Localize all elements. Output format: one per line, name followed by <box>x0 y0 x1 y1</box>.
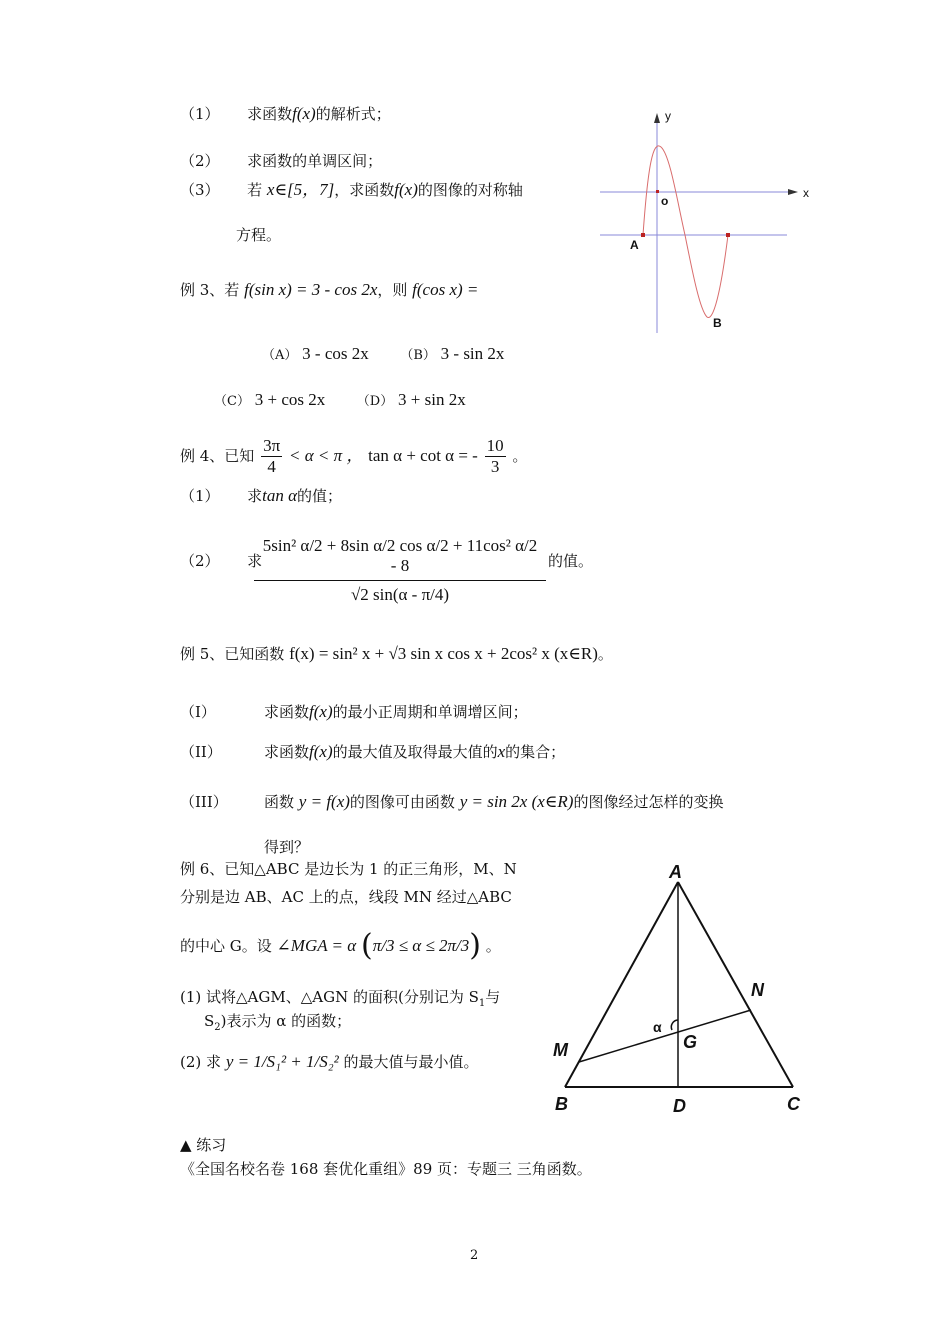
ex6-line1: 例 6、已知△ABC 是边长为 1 的正三角形，M、N <box>180 860 517 878</box>
ex4-p2-denominator: √2 sin(α - π/4) <box>350 585 450 604</box>
ex3-label: 例 3、若 <box>180 281 240 299</box>
ex5-label: 例 5、已知函数 <box>180 645 285 663</box>
q1-function: f(x) <box>292 104 316 123</box>
ex4-p2-number: （2） <box>180 552 220 570</box>
ex3-opt-b-label: （B） <box>400 348 436 363</box>
practice-title: ▲ 练习 <box>180 1136 227 1154</box>
ex5-iii-line2: 得到？ <box>264 838 310 856</box>
label-m: M <box>553 1040 568 1060</box>
ex4-expr: tan α + cot α = - <box>368 445 478 465</box>
ex6-p1-line2 <box>204 1012 351 1034</box>
ex6-p1-c: S <box>204 1012 215 1030</box>
point-right-marker <box>726 233 730 237</box>
ex6-p1-b: 与 <box>485 988 501 1006</box>
ex4-end: 。 <box>512 447 528 466</box>
ex6-paren-right: ) <box>469 928 481 963</box>
ex4-p1-math: tan α <box>262 486 298 505</box>
ex5-iii-number: （III） <box>180 793 228 811</box>
segment-mn <box>579 1010 751 1062</box>
ex5-i-line <box>180 702 528 722</box>
ex3-opt-c-label: （C） <box>214 394 250 409</box>
x-axis-label: x <box>803 186 809 200</box>
ex4-p1-text-a: 求 <box>247 487 263 505</box>
label-a: A <box>669 862 682 882</box>
q2-number: （2） <box>180 152 220 170</box>
ex6-p1-line <box>180 988 500 1010</box>
ex6-p1-sub2: 2 <box>214 1022 221 1033</box>
ex3-opt-b: 3 - sin 2x <box>440 344 505 363</box>
label-g: G <box>683 1032 698 1052</box>
ex6-p2-expr: y = 1/S₁² + 1/S₂² <box>225 1052 339 1071</box>
q3-number: （3） <box>180 181 220 199</box>
q1-text-before: 求函数 <box>247 105 293 123</box>
sine-graph <box>595 105 820 340</box>
ex5-ii-text-b: 的最大值及取得最大值的 <box>332 743 498 761</box>
q3-text-a: 若 <box>247 181 263 199</box>
label-b: B <box>555 1094 568 1114</box>
angle-arc <box>671 1020 678 1030</box>
q1-number: （1） <box>180 105 220 123</box>
ex5-i-text-b: 的最小正周期和单调增区间； <box>332 703 528 721</box>
ex5-iii-text-c: 的图像经过怎样的变换 <box>573 793 724 811</box>
q3-line2: 方程。 <box>236 226 282 244</box>
ex6-range-right: 2π/3 <box>439 935 470 955</box>
ex4-p2-line <box>180 552 262 570</box>
ex3-ask: f(cos x) = <box>412 280 479 299</box>
ex5-iii-line <box>180 792 723 812</box>
ex4-frac1-num: 3π <box>263 436 281 455</box>
ex5-expr: f(x) = sin² x + √3 sin x cos x + 2cos² x (x∈R) <box>289 644 598 663</box>
ex4-frac1-den: 4 <box>267 456 276 476</box>
ex5-ii-function: f(x) <box>309 742 333 761</box>
ex6-p1-a: (1) 试将△AGM、△AGN 的面积(分别记为 S <box>180 988 479 1006</box>
ex6-line2: 分别是边 AB、AC 上的点，线段 MN 经过△ABC <box>180 888 512 906</box>
ex3-line <box>180 280 478 300</box>
ex3-opt-c: 3 + cos 2x <box>254 390 326 409</box>
x-axis-arrow <box>788 189 798 195</box>
ex4-p2-text-b: 的值。 <box>548 552 594 570</box>
q2-line <box>180 152 382 170</box>
ex4-p2-fraction <box>254 536 546 605</box>
ex6-angle: ∠MGA = α <box>276 935 357 955</box>
q3-text-b: ，求函数 <box>334 181 395 199</box>
q3-text-c: 的图像的对称轴 <box>417 181 523 199</box>
ex6-p1-sub1: 1 <box>478 998 486 1009</box>
ex5-iii-text-a: 函数 <box>264 793 295 811</box>
page-number: 2 <box>470 1248 479 1263</box>
q2-text: 求函数的单调区间； <box>247 152 383 170</box>
side-ac <box>678 882 793 1087</box>
ex5-iii-function-g: y = sin 2x (x∈R) <box>459 792 574 811</box>
ex6-range-left: π/3 ≤ α ≤ <box>372 935 440 955</box>
ex3-given: f(sin x) = 3 - cos 2x <box>244 280 378 299</box>
ex4-label: 例 4、已知 <box>180 447 255 466</box>
ex4-frac2 <box>485 436 506 476</box>
ex3-opt-d-label: （D） <box>356 394 394 409</box>
ex5-i-function: f(x) <box>309 702 333 721</box>
ex5-ii-number: （II） <box>180 743 222 761</box>
ex4-line <box>180 436 527 476</box>
ex4-p1-number: （1） <box>180 487 220 505</box>
label-alpha: α <box>653 1019 662 1035</box>
ex6-p2-a: (2) 求 <box>180 1053 222 1071</box>
point-b-label: B <box>713 316 722 330</box>
ex3-opt-a-label: （A） <box>262 348 298 363</box>
q3-line <box>180 180 523 200</box>
point-a-marker <box>641 233 645 237</box>
ex5-iii-function: y = f(x) <box>298 792 350 811</box>
ex4-p2-numerator: 5sin² α/2 + 8sin α/2 cos α/2 + 11cos² α/2 - 8 <box>254 536 546 581</box>
ex5-ii-line <box>180 742 565 762</box>
ex3-opt-a: 3 - cos 2x <box>302 344 369 363</box>
practice-reference: 《全国名校名卷 168 套优化重组》89 页：专题三 三角函数。 <box>180 1160 592 1178</box>
q3-function: f(x) <box>394 180 418 199</box>
ex4-frac2-den: 3 <box>490 456 500 476</box>
ex6-p2-line <box>180 1052 479 1072</box>
label-n: N <box>751 980 764 1000</box>
ex4-frac1 <box>261 436 282 476</box>
sine-curve <box>643 146 728 318</box>
ex6-paren-left: ( <box>360 928 373 963</box>
y-axis-label: y <box>665 109 671 123</box>
origin-label: o <box>661 194 669 208</box>
ex4-p1-text-b: 的值； <box>297 487 343 505</box>
ex5-iii-text-b: 的图像可由函数 <box>349 793 455 811</box>
ex3-options-cd <box>214 390 466 410</box>
ex4-frac2-num: 10 <box>486 436 504 455</box>
point-origin-marker <box>656 190 659 193</box>
q1-text-after: 的解析式； <box>315 105 391 123</box>
ex6-p2-b: 的最大值与最小值。 <box>343 1053 479 1071</box>
ex6-line3 <box>180 928 501 964</box>
ex5-ii-text-a: 求函数 <box>264 743 310 761</box>
ex6-p1-d: )表示为 α 的函数； <box>220 1012 352 1030</box>
ex5-ii-text-c: 的集合； <box>505 743 566 761</box>
label-c: C <box>787 1094 800 1114</box>
ex4-ineq: < α < π ， <box>288 445 364 465</box>
y-axis-arrow <box>654 113 660 123</box>
ex5-end: 。 <box>597 645 613 663</box>
triangle-figure <box>545 862 815 1122</box>
side-ab <box>565 882 678 1087</box>
ex5-ii-x: x <box>497 742 506 761</box>
point-a-label: A <box>630 238 639 252</box>
ex5-i-number: （I） <box>180 703 216 721</box>
ex3-then: ，则 <box>377 281 408 299</box>
ex6-line3-text: 的中心 G。设 <box>180 937 272 955</box>
q1-line <box>180 104 391 124</box>
ex3-opt-d: 3 + sin 2x <box>398 390 466 409</box>
ex5-line <box>180 644 613 664</box>
ex4-p2-text-a: 求 <box>247 552 263 570</box>
ex5-i-text-a: 求函数 <box>264 703 310 721</box>
label-d: D <box>673 1096 686 1116</box>
ex6-line3-end: 。 <box>485 937 501 955</box>
ex3-options-ab <box>262 344 504 364</box>
q3-condition: x∈[5，7] <box>266 180 335 199</box>
ex4-p1-line <box>180 486 342 506</box>
